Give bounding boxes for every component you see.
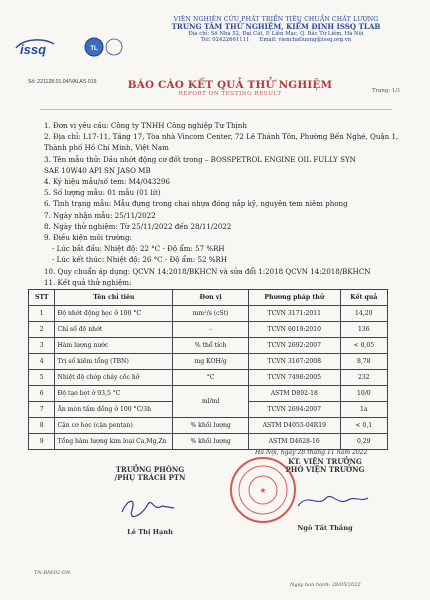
cell-result: < 0,1 [340,418,387,434]
cell-stt: 5 [29,370,55,386]
table-row [29,322,388,338]
info-line-9: 9. Điều kiện môi trường: [44,233,132,243]
cell-name: Chỉ số độ nhớt [55,322,173,338]
cell-unit: - [173,322,249,338]
report-title-en: REPORT ON TESTING RESULT [178,91,282,98]
institute-name: VIỆN NGHIÊN CỨU PHÁT TRIỂN TIÊU CHUẨN CHẤT LƯỢNG [173,16,379,23]
cell-name: Độ tạo bọt ở 93,5 °C [55,386,173,402]
cell-method: TCVN 6019:2010 [249,322,341,338]
col-header-result: Kết quả [340,290,387,306]
cell-unit: mm²/s (cSt) [173,306,249,322]
table-row [29,370,388,386]
right-signature-icon [292,486,372,516]
left-signatory-title-2: /PHỤ TRÁCH PTN [114,473,186,483]
left-signature-icon [118,494,178,520]
center-tel: Tel: 02422661111 [200,37,250,44]
cell-name: Độ nhớt động học ở 100 °C [55,306,173,322]
info-line-6: 6. Tình trạng mẫu: Mẫu đựng trong chai nhựa đóng nắp kỹ, nguyên tem niêm phong [44,199,348,209]
table-row [29,306,388,322]
cell-stt: 6 [29,386,55,402]
results-table [28,289,388,450]
title-divider [40,109,392,110]
cell-name: Ăn mòn tấm đồng ở 100 °C/3h [55,402,173,418]
info-line-1: 1. Đơn vị yêu cầu: Công ty TNHH Công nghiệp Tư Thịnh [44,121,247,130]
col-header-stt: STT [29,290,55,306]
report-title-vi: BÁO CÁO KẾT QUẢ THỬ NGHIỆM [127,79,333,91]
info-line-2b: Thành phố Hồ Chí Minh, Việt Nam [44,143,169,153]
info-line-5: 5. Số lượng mẫu: 01 mẫu (01 lít) [44,188,161,198]
cell-method: TCVN 3171:2011 [249,306,341,322]
info-line-10: 10. Quy chuẩn áp dụng: QCVN 14:2018/BKHCN và sửa đổi 1:2018 QCVN 14:2018/BKHCN [44,266,371,276]
cell-stt: 2 [29,322,55,338]
right-signatory-name: Ngô Tất Thắng [297,524,353,532]
cell-method: TCVN 2692:2007 [249,338,341,354]
cell-unit: % khối lượng [173,434,249,450]
sample-info [44,120,404,288]
table-row [29,338,388,354]
page-number: Trang: 1/1 [372,88,401,94]
cell-name: Tổng hàm lượng kim loại Ca,Mg,Zn [55,434,173,450]
cell-result: 10/0 [340,386,387,402]
right-signatory-title-1: KT. VIỆN TRƯỞNG [288,457,362,466]
cell-method: ASTM D4628-16 [249,434,341,450]
header-block [136,16,416,43]
cell-method: TCVN 3167:2008 [249,354,341,370]
left-signatory-title-1: TRƯỞNG PHÒNG [115,465,185,474]
info-line-4: 4. Ký hiệu mẫu/số tem: M4/043296 [44,177,170,187]
info-line-3b: SAE 10W40 API SN JASO MB [44,165,151,175]
info-line-2a: 2. Địa chỉ: L17-11, Tầng 17, Tòa nhà Vincom Center, 72 Lê Thánh Tôn, Phường Bến Nghé, Quận 1, [44,132,399,142]
official-stamp-icon [228,455,298,525]
left-signatory-name: Lê Thị Hạnh [127,528,173,536]
cell-stt: 1 [29,306,55,322]
cell-result: 14,20 [340,306,387,322]
cell-stt: 4 [29,354,55,370]
cell-stt: 7 [29,402,55,418]
cell-unit: ml/ml [173,386,249,418]
center-name: TRUNG TÂM THỬ NGHIỆM, KIỂM ĐỊNH ISSQ TLAB [171,22,381,32]
table-row [29,354,388,370]
col-header-unit: Đơn vị [173,290,249,306]
cell-result: 232 [340,370,387,386]
cell-method: TCVN 2694:2007 [249,402,341,418]
svg-text:issq: issq [20,42,47,57]
info-line-9b: - Lúc kết thúc: Nhiệt độ: 26 °C - Độ ẩm: 52 %RH [52,255,228,265]
cell-method: TCVN 7498:2005 [249,370,341,386]
cell-result: 1a [340,402,387,418]
cell-method: ASTM D4055-04R19 [249,418,341,434]
cell-result: 0,29 [340,434,387,450]
svg-text:★: ★ [259,486,267,495]
cell-unit: % thể tích [173,338,249,354]
table-row [29,434,388,450]
cell-name: Cặn cơ học (cặn pentan) [55,418,173,434]
info-line-3a: 3. Tên mẫu thử: Dầu nhớt động cơ đốt trong – BOSSPETROL ENGINE OIL FULLY SYN [44,154,356,164]
cell-unit: °C [173,370,249,386]
cell-stt: 3 [29,338,55,354]
svg-text:TL: TL [90,46,98,52]
cell-name: Nhiệt độ chớp cháy cốc hở [55,370,173,386]
cell-name: Hàm lượng nước [55,338,173,354]
cell-name: Trị số kiềm tổng (TBN) [55,354,173,370]
col-header-method: Phương pháp thử [249,290,341,306]
cell-stt: 9 [29,434,55,450]
col-header-name: Tên chỉ tiêu [55,290,173,306]
sign-date: Hà Nội, ngày 28 tháng 11 năm 2022 [255,449,368,456]
info-line-7: 7. Ngày nhận mẫu: 25/11/2022 [44,210,156,220]
report-reference: Số: 221128.01.04/VALAS 016 [28,79,97,85]
center-address: Địa chỉ: Số Nhà 52, Đại Cát, P. Liên Mạc, Q. Bắc Từ Liêm, Hà Nội [188,31,364,38]
right-signatory-title-2: PHÓ VIỆN TRƯỞNG [285,465,365,475]
center-email: Email: vienchatluong@issq.org.vn [259,37,352,44]
info-line-8: 8. Ngày thử nghiệm: Từ 25/11/2022 đến 28/11/2022 [44,221,232,231]
info-line-11: 11. Kết quả thử nghiệm: [44,277,132,287]
left-signatory-block [90,466,210,482]
issq-logo-icon [14,36,124,58]
issue-date: Ngày ban hành: 28/05/2022 [290,582,361,588]
cell-unit: mg KOH/g [173,354,249,370]
form-code: TN-BM/02-DN [34,570,71,576]
cell-result: 8,78 [340,354,387,370]
cell-unit: % khối lượng [173,418,249,434]
table-header-row [29,290,388,306]
cell-stt: 8 [29,418,55,434]
report-title [110,80,350,98]
cell-result: < 0,05 [340,338,387,354]
info-line-9a: - Lúc bắt đầu: Nhiệt độ: 22 °C - Độ ẩm: 57 %RH [52,244,225,254]
cell-result: 136 [340,322,387,338]
table-row [29,418,388,434]
table-row [29,386,388,402]
cell-method: ASTM D892-18 [249,386,341,402]
